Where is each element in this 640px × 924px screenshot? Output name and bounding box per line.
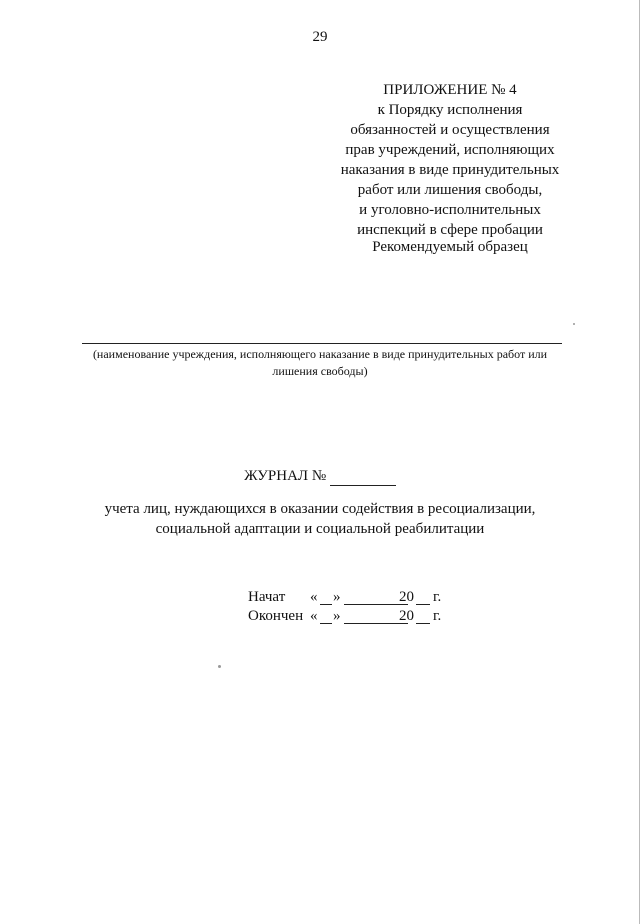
- year-suffix: г.: [433, 608, 442, 624]
- started-label: Начат: [248, 589, 286, 605]
- journal-number-blank: [330, 468, 396, 486]
- appendix-line: прав учреждений, исполняющих: [345, 142, 555, 158]
- ended-label: Окончен: [248, 608, 304, 624]
- quote-close: »: [333, 589, 341, 605]
- day-blank: [320, 608, 332, 624]
- page-number: 29: [312, 29, 328, 45]
- appendix-line: обязанностей и осуществления: [350, 122, 550, 138]
- year-prefix: 20: [399, 589, 414, 605]
- institution-name-line: [82, 343, 562, 344]
- appendix-line: к Порядку исполнения: [377, 102, 523, 118]
- journal-subtitle-line: социальной адаптации и социальной реабилитации: [155, 521, 485, 537]
- year-blank: [416, 589, 430, 605]
- journal-title-text: ЖУРНАЛ №: [244, 468, 327, 484]
- appendix-line: и уголовно-исполнительных: [359, 202, 541, 218]
- year-blank: [416, 608, 430, 624]
- journal-title: [0, 468, 640, 486]
- quote-close: »: [333, 608, 341, 624]
- year-prefix: 20: [399, 608, 414, 624]
- appendix-line: инспекций в сфере пробации: [357, 222, 543, 238]
- day-blank: [320, 589, 332, 605]
- appendix-title: ПРИЛОЖЕНИЕ № 4: [383, 82, 517, 98]
- journal-subtitle: [60, 499, 580, 539]
- scan-speck: [573, 323, 575, 325]
- sample-label: Рекомендуемый образец: [372, 239, 528, 255]
- appendix-line: наказания в виде принудительных: [340, 162, 560, 178]
- appendix-block: [300, 80, 600, 240]
- appendix-line: работ или лишения свободы,: [357, 182, 543, 198]
- journal-subtitle-line: учета лиц, нуждающихся в оказании содействия в ресоциализации,: [104, 501, 536, 517]
- quote-open: «: [310, 589, 318, 605]
- quote-open: «: [310, 608, 318, 624]
- year-suffix: г.: [433, 589, 442, 605]
- scan-speck: [218, 665, 221, 668]
- institution-caption: (наименование учреждения, исполняющего наказание в виде принудительных работ или лишения свободы): [92, 347, 548, 378]
